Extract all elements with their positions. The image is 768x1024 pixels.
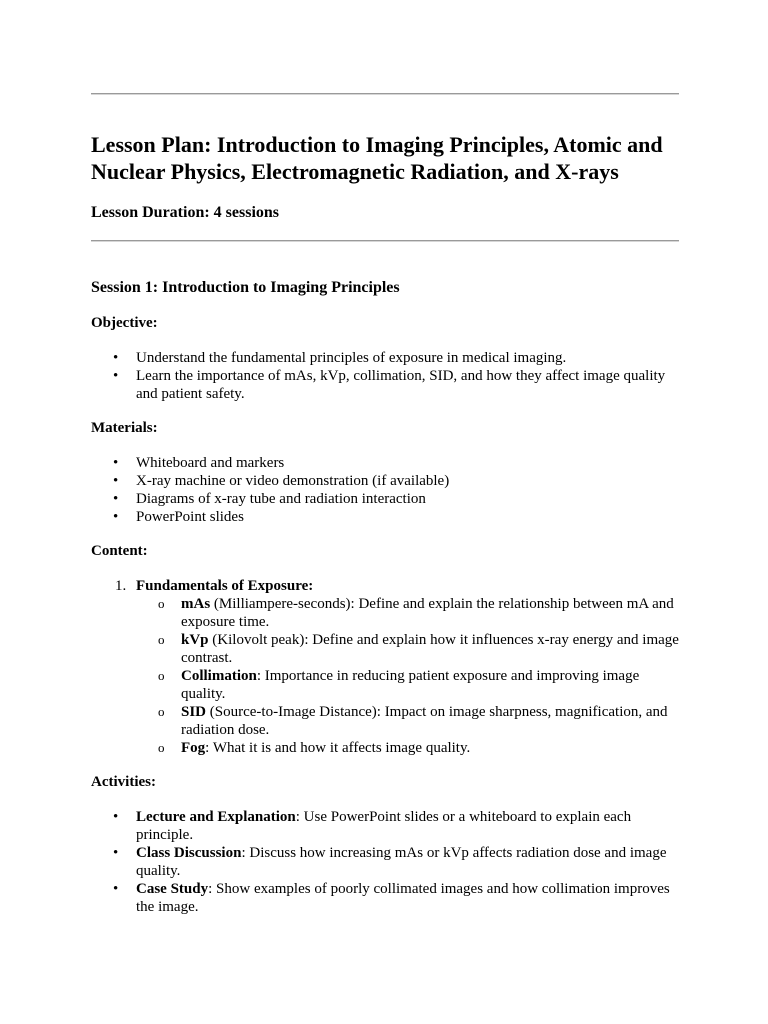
lesson-duration: Lesson Duration: 4 sessions [91, 204, 280, 221]
top-divider [91, 93, 679, 95]
term-description: : Importance in reducing patient exposure and improving image quality. [181, 668, 640, 702]
content-label: Content: [91, 543, 148, 559]
activity-term: Lecture and Explanation [136, 809, 296, 825]
list-item [136, 844, 679, 880]
sub-list-item [181, 667, 679, 703]
materials-label: Materials: [91, 420, 158, 436]
term: Collimation [181, 668, 257, 684]
sub-list-item [181, 595, 679, 631]
sub-list-item [181, 631, 679, 667]
content-list [91, 577, 679, 757]
term-description: (Milliampere-seconds): Define and explain the relationship between mA and exposure time. [181, 596, 674, 630]
activity-term: Class Discussion [136, 845, 242, 861]
activities-label: Activities: [91, 774, 156, 790]
list-item [136, 808, 679, 844]
materials-list [91, 454, 679, 526]
list-item: • Learn the importance of mAs, kVp, collimation, SID, and how they affect image quality and patient safety. [136, 367, 679, 403]
list-number: 1. [115, 578, 127, 594]
term: Fog [181, 740, 206, 756]
term-description: : What it is and how it affects image quality. [205, 740, 471, 756]
sub-list-item [181, 703, 679, 739]
term-description: (Kilovolt peak): Define and explain how it influences x-ray energy and image contrast. [181, 632, 679, 666]
term-description: (Source-to-Image Distance): Impact on image sharpness, magnification, and radiation dose. [181, 704, 668, 738]
sub-list-item [181, 739, 679, 757]
session-1-heading: Session 1: Introduction to Imaging Principles [91, 279, 400, 296]
term: kVp [181, 632, 209, 648]
activity-description: : Use PowerPoint slides or a whiteboard to explain each principle. [136, 809, 632, 843]
list-item: • Understand the fundamental principles of exposure in medical imaging. [136, 349, 679, 367]
term: mAs [181, 596, 211, 612]
list-item: • X-ray machine or video demonstration (if available) [136, 472, 679, 490]
objective-list [91, 349, 679, 403]
list-item: • Diagrams of x-ray tube and radiation interaction [136, 490, 679, 508]
content-item-title: Fundamentals of Exposure: [136, 578, 314, 594]
list-item: • PowerPoint slides [136, 508, 679, 526]
section-divider [91, 240, 679, 242]
objective-label: Objective: [91, 315, 158, 331]
activity-description: : Discuss how increasing mAs or kVp affects radiation dose and image quality. [136, 845, 667, 879]
list-item: • Whiteboard and markers [136, 454, 679, 472]
activities-list [91, 808, 679, 916]
activity-term: Case Study [136, 881, 209, 897]
term: SID [181, 704, 207, 720]
list-item [136, 880, 679, 916]
document-body [91, 93, 679, 916]
activity-description: : Show examples of poorly collimated images and how collimation improves the image. [136, 881, 670, 915]
document-title: Lesson Plan: Introduction to Imaging Principles, Atomic and Nuclear Physics, Electromagnetic Radiation, and X-rays [91, 132, 663, 184]
content-sub-list [136, 595, 679, 757]
content-item-fundamentals [115, 577, 679, 757]
